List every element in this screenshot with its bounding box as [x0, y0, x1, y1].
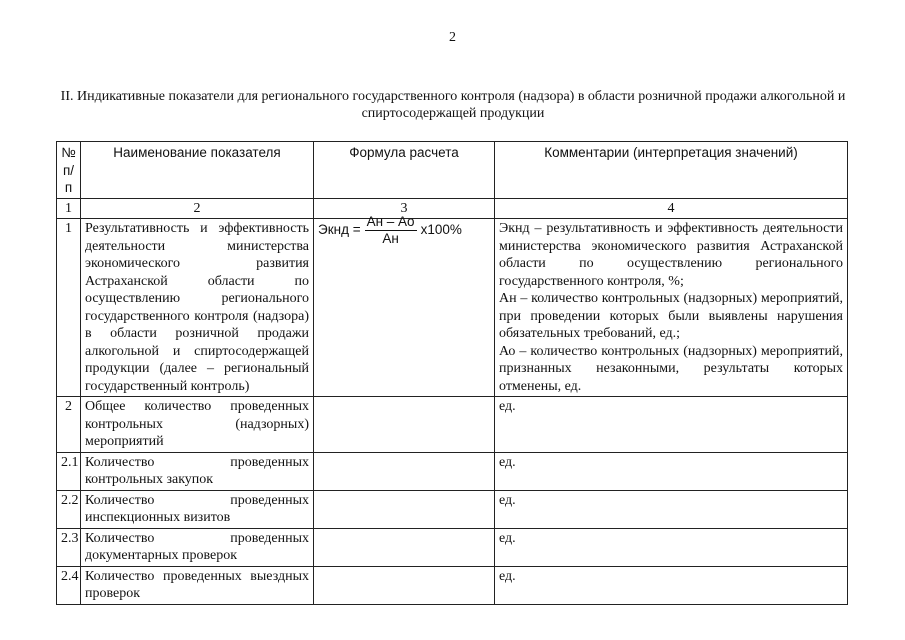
indicator-name: Количество проведенных документарных проверок: [81, 528, 314, 566]
header-comment: Комментарии (интерпретация значений): [495, 142, 848, 199]
header-name: Наименование показателя: [81, 142, 314, 199]
section-heading: II. Индикативные показатели для регионального государственного контроля (надзора) в области розничной продажи алкогольной и спиртосодержащей продукции: [60, 89, 846, 121]
row-number: 2.4: [57, 566, 81, 604]
column-index: 4: [495, 198, 848, 219]
column-index-row: [57, 198, 848, 219]
formula-fraction: [365, 214, 417, 247]
row-number: 2.3: [57, 528, 81, 566]
row-number: 2.1: [57, 452, 81, 490]
header-no: № п/п: [57, 142, 81, 199]
table-row: [57, 397, 848, 453]
column-index: 3: [314, 198, 495, 219]
table-row: [57, 566, 848, 604]
formula-cell: [314, 214, 495, 397]
row-number: 2: [57, 397, 81, 453]
formula-cell: [314, 490, 495, 528]
indicator-name: Количество проведенных выездных проверок: [81, 566, 314, 604]
indicator-name: Общее количество проведенных контрольных (надзорных) мероприятий: [81, 397, 314, 453]
indicator-name: Количество проведенных контрольных закупок: [81, 452, 314, 490]
table-row: [57, 490, 848, 528]
formula-numerator: Ан – Ао: [366, 214, 415, 229]
formula-lhs: Экнд =: [318, 222, 361, 237]
formula-rhs: x100%: [420, 222, 462, 237]
page-number: 2: [449, 30, 456, 45]
comment-line: Ан – количество контрольных (надзорных) мероприятий, при проведении которых были выявлены нарушения обязательных требований, ед.;: [499, 291, 843, 341]
comment-line: Экнд – результативность и эффективность деятельности министерства экономического развития Астраханской области по осуществлению регионального государственного контроля, %;: [499, 221, 843, 289]
table-row: [57, 528, 848, 566]
column-index: 1: [57, 198, 81, 219]
comment-cell: ед.: [495, 452, 848, 490]
comment-cell: ед.: [495, 566, 848, 604]
formula-cell: [314, 397, 495, 453]
table-row: [57, 452, 848, 490]
row-number: 2.2: [57, 490, 81, 528]
indicator-name: Результативность и эффективность деятельности министерства экономического развития Астраханской области по осуществлению регионального государственного контроля (надзора) в области розничной продажи алкогольной и спиртосодержащей продукции (далее – региональный государственный контроль): [81, 219, 314, 397]
formula: [318, 214, 490, 255]
comment-cell: [495, 219, 848, 397]
indicators-table: [56, 141, 848, 605]
row-number: 1: [57, 219, 81, 397]
formula-cell: [314, 566, 495, 604]
comment-cell: ед.: [495, 490, 848, 528]
table-row: [57, 219, 848, 397]
table-header-row: [57, 142, 848, 199]
column-index: 2: [81, 198, 314, 219]
indicator-name: Количество проведенных инспекционных визитов: [81, 490, 314, 528]
formula-cell: [314, 452, 495, 490]
comment-cell: ед.: [495, 528, 848, 566]
formula-denominator: Ан: [382, 231, 399, 246]
header-formula: Формула расчета: [314, 142, 495, 199]
comment-line: Ао – количество контрольных (надзорных) мероприятий, признанных незаконными, результаты которых отменены, ед.: [499, 343, 843, 394]
formula-cell: [314, 528, 495, 566]
comment-cell: ед.: [495, 397, 848, 453]
